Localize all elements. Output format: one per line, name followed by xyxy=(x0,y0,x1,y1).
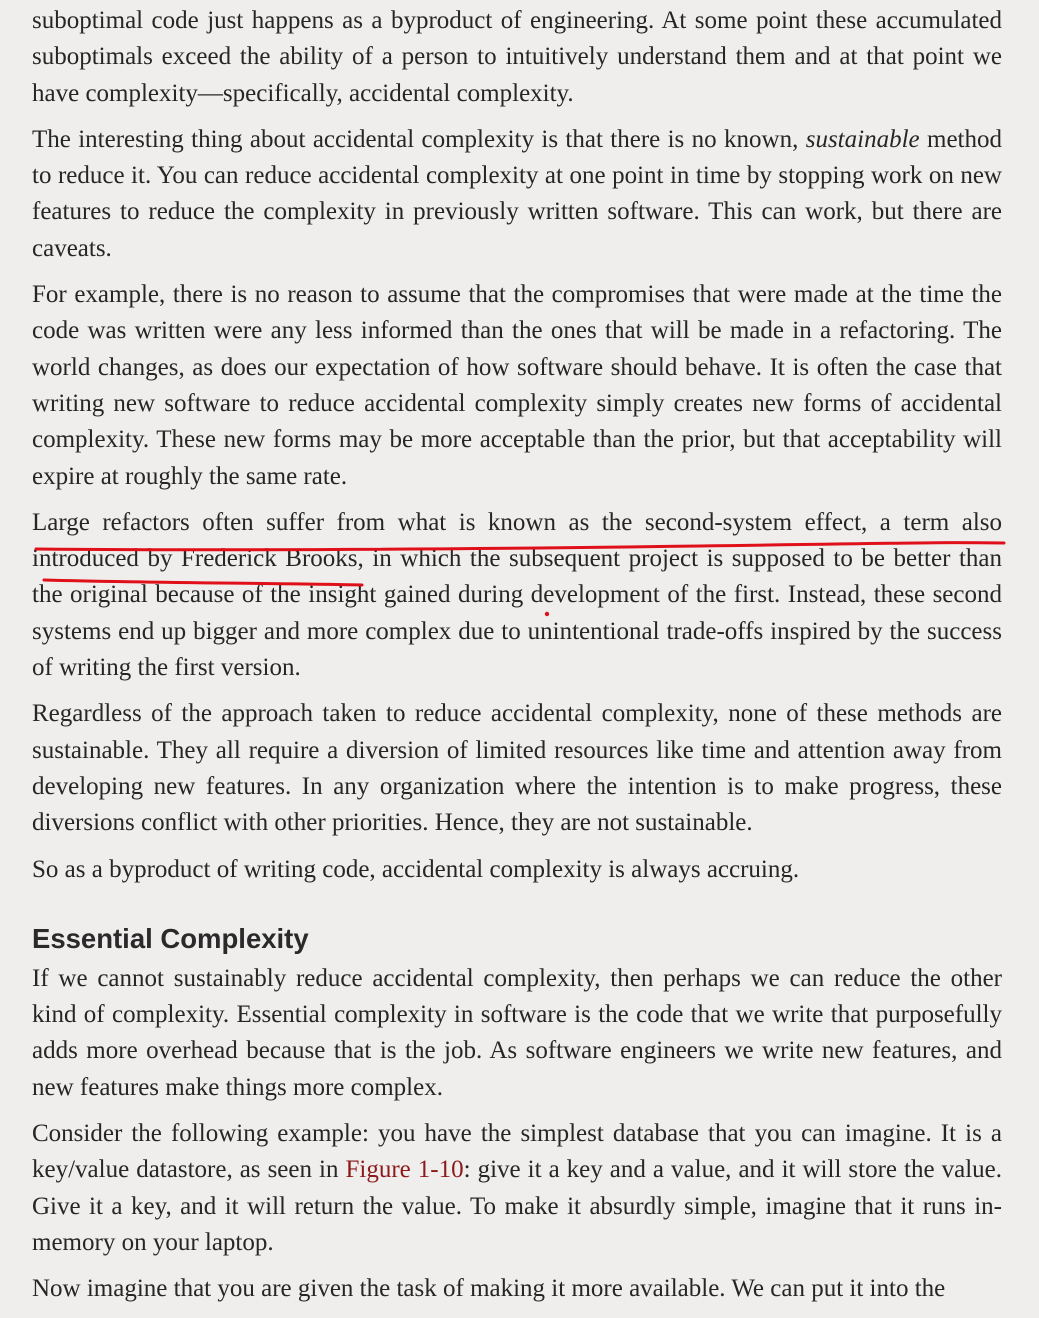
emphasis-sustainable: sustainable xyxy=(805,125,920,153)
paragraph-more-available: Now imagine that you are given the task of making it more available. We can put it into the xyxy=(32,1275,946,1303)
paragraph-no-sustainable-method: The interesting thing about accidental complexity is that there is no known, sustainable method to reduce it. You can reduce accidental complexity at one point in time by stopping work on new features to reduce the complexity in previously written software. This can work, but there are caveats. xyxy=(32,125,1002,262)
section-heading-essential-complexity: Essential Complexity xyxy=(32,922,309,954)
paragraph-for-example: For example, there is no reason to assume that the compromises that were made at the time the code was written were any less informed than the ones that will be made in a refactoring. The world changes, as does our expectation of how software should behave. It is often the case that writing new software to reduce accidental complexity simply creates new forms of accidental complexity. These new forms may be more acceptable than the prior, but that acceptability will expire at roughly the same rate. xyxy=(32,281,1002,490)
paragraph-second-system-effect: Large refactors often suffer from what is known as the second-system effect, a term also introduced by Frederick Brooks, in which the subsequent project is supposed to be better than the original because of the insight gained during development of the first. Instead, these second systems end up bigger and more complex due to unintentional trade-offs inspired by the success of writing the first version. xyxy=(32,508,1002,682)
paragraph-regardless-of-approach: Regardless of the approach taken to reduce accidental complexity, none of these methods are sustainable. They all require a diversion of limited resources like time and attention away from developing new features. In any organization where the intention is to make progress, these diversions conflict with other priorities. Hence, they are not sustainable. xyxy=(32,700,1002,837)
paragraph-always-accruing: So as a byproduct of writing code, accidental complexity is always accruing. xyxy=(32,855,800,883)
book-page xyxy=(32,3,1002,1318)
paragraph-reduce-other-kind: If we cannot sustainably reduce accidental complexity, then perhaps we can reduce the other kind of complexity. Essential complexity in software is the code that we write that purposefully adds more overhead because that is the job. As software engineers we write new features, and new features make things more complex. xyxy=(32,964,1002,1101)
figure-1-10-link[interactable]: Figure 1-10 xyxy=(345,1156,464,1184)
paragraph-suboptimal-code: suboptimal code just happens as a byproduct of engineering. At some point these accumulated suboptimals exceed the ability of a person to intuitively understand them and at that point we have complexity—specifically, accidental complexity. xyxy=(32,7,1002,107)
paragraph-simplest-database: Consider the following example: you have the simplest database that you can imagine. It is a key/value datastore, as seen in Figure 1-10: give it a key and a value, and it will store the value. Give it a key, and it will return the value. To make it absurdly simple, imagine that it runs in-memory on your laptop. xyxy=(32,1120,1002,1256)
